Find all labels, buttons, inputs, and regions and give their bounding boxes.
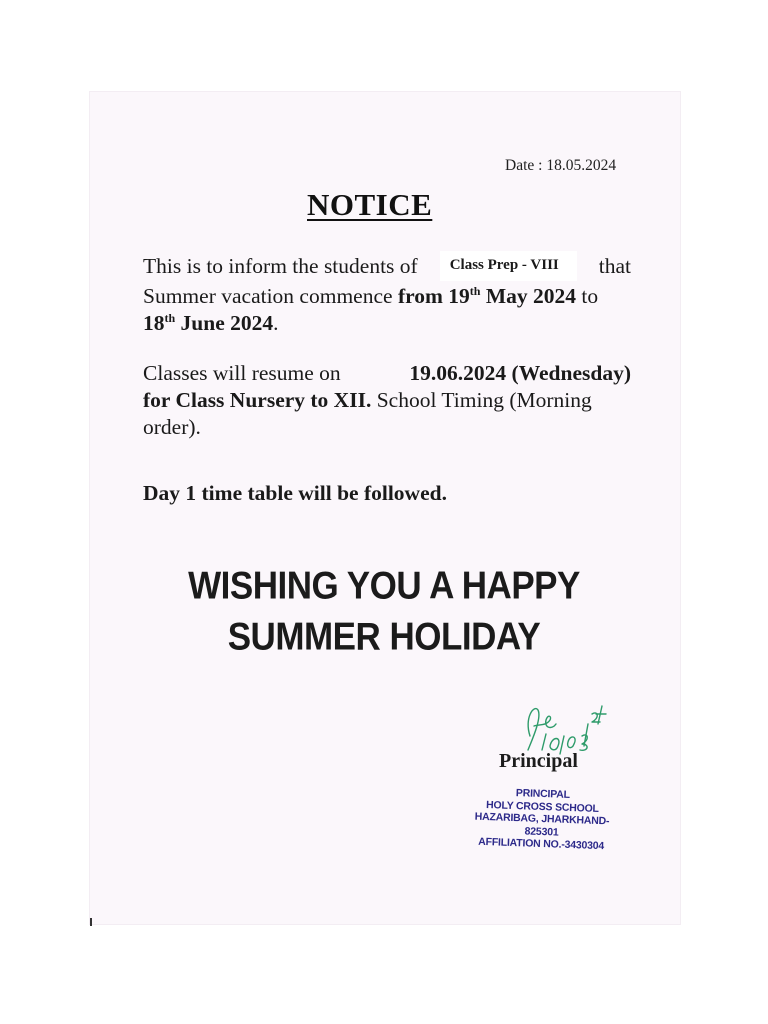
paragraph-line — [143, 360, 631, 387]
bold-text: June 2024 — [180, 311, 274, 335]
text-span: This is to inform the students of — [143, 254, 418, 278]
text-span: . — [273, 311, 279, 335]
paragraph-line — [143, 283, 643, 310]
text-span: that — [598, 254, 631, 278]
bold-text: May 2024 — [485, 284, 577, 308]
bold-text: for Class Nursery to XII. — [143, 388, 372, 412]
superscript: th — [469, 283, 481, 298]
paragraph-line — [143, 414, 643, 441]
greeting-line-2: SUMMER HOLIDAY — [227, 614, 541, 659]
notice-title: NOTICE — [307, 187, 433, 222]
text-span: order). — [143, 415, 201, 439]
bold-text: 19.06.2024 (Wednesday) — [409, 361, 631, 385]
seal-line: HOLY CROSS SCHOOL — [485, 798, 599, 815]
paragraph-line — [143, 387, 643, 414]
paragraph-vacation — [143, 253, 643, 337]
text-span: Summer vacation commence — [143, 284, 393, 308]
seal-line: AFFILIATION NO.-3430304 — [478, 835, 605, 853]
notice-date: Date : 18.05.2024 — [505, 157, 617, 174]
school-seal — [461, 785, 623, 853]
greeting-line-1: WISHING YOU A HAPPY — [188, 563, 580, 608]
paragraph-line — [143, 310, 643, 337]
class-field: Class Prep - VIII — [440, 251, 577, 281]
seal-line: PRINCIPAL — [515, 787, 571, 801]
paragraph-resume — [143, 360, 643, 441]
paragraph-line — [143, 253, 631, 283]
paragraph-timetable: Day 1 time table will be followed. — [143, 481, 447, 505]
text-span: to — [581, 284, 599, 308]
text-span: School Timing (Morning — [376, 388, 592, 412]
scan-mark — [90, 918, 92, 926]
seal-line: HAZARIBAG, JHARKHAND-825301 — [474, 810, 610, 839]
bold-text: from 19 — [397, 284, 470, 308]
principal-label: Principal — [499, 750, 578, 772]
bold-text: 18 — [143, 311, 165, 335]
superscript: th — [164, 310, 176, 325]
text-span: Classes will resume on — [143, 361, 341, 385]
principal-signature — [516, 696, 608, 758]
